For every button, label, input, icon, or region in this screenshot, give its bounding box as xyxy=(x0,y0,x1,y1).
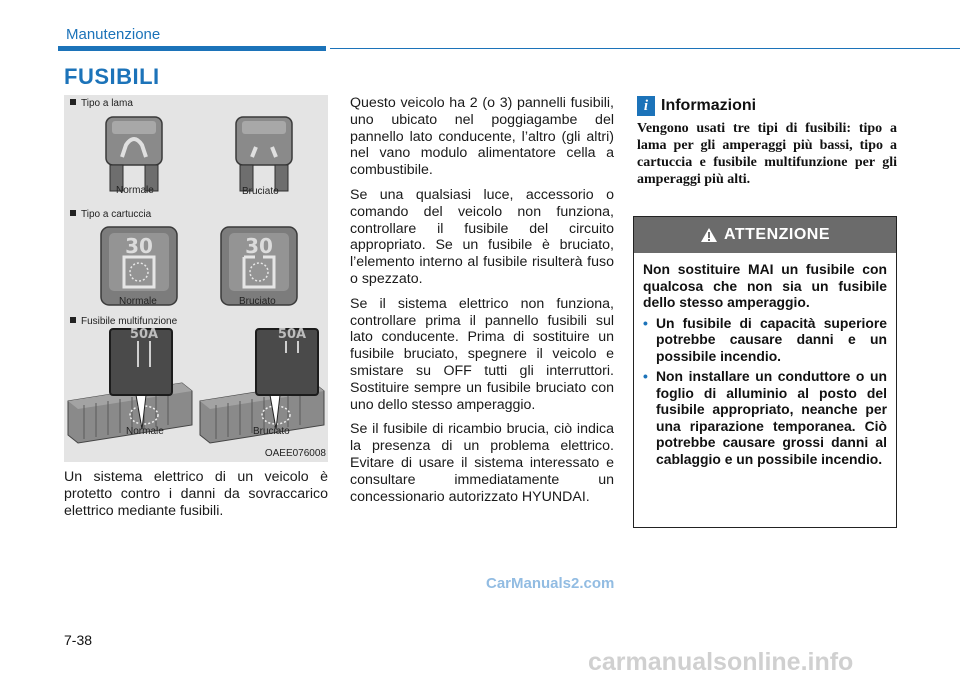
watermark-center: CarManuals2.com xyxy=(486,575,615,592)
blade-fuse-normal-drawing xyxy=(104,115,164,193)
cartridge-fuse-normal-label: Normale xyxy=(119,296,157,307)
procedure-paragraph: Se una qualsiasi luce, accessorio o comando del veicolo non funziona, controllare il fusibile del circuito appropriato. Se un fusibile è bruciato, l’elemento interno al fusibile risulterà fuso o spezzato. xyxy=(350,186,614,287)
cartridge-fuse-burnt-label: Bruciato xyxy=(239,296,276,307)
warning-bullet: • Non installare un conduttore o un foglio di alluminio al posto del fusibile appropriato, neanche per una riparazione temporanea. Ciò potrebbe causare grossi danni al cablaggio e un possibile incendio. xyxy=(643,368,887,467)
cartridge-burnt-rating: 30 xyxy=(245,234,273,258)
bullet-dot-icon: • xyxy=(643,368,648,384)
info-text: Vengono usati tre tipi di fusibili: tipo a lama per gli amperaggi più bassi, tipo a cartuccia e fusibile multifunzione per gli amperaggi più alti. xyxy=(637,121,897,187)
cartridge-fuse-normal-drawing xyxy=(99,225,179,307)
procedure-paragraph: Se il fusibile di ricambio brucia, ciò indica la presenza di un problema elettrico. Evitare di usare il sistema interessato e consultare immediatamente un concessionario autorizzato HYUNDAI. xyxy=(350,421,614,505)
blade-fuse-burnt-drawing xyxy=(234,115,294,193)
warning-box xyxy=(633,216,897,528)
blade-fuse-burnt-label: Bruciato xyxy=(242,186,279,197)
warning-list xyxy=(643,315,887,468)
warning-title: ATTENZIONE xyxy=(723,226,831,243)
cartridge-normal-rating: 30 xyxy=(125,234,153,258)
fuse-figure xyxy=(64,95,328,462)
page-number: 7-38 xyxy=(64,632,93,648)
figure-code: OAEE076008 xyxy=(264,448,326,459)
warning-triangle-icon xyxy=(700,227,718,243)
blade-fuse-normal-label: Normale xyxy=(116,185,154,196)
cartridge-fuse-caption: Tipo a cartuccia xyxy=(70,209,151,220)
intro-text: Un sistema elettrico di un veicolo è protetto contro i danni da sovraccarico elettrico mediante fusibili. xyxy=(64,469,328,519)
multi-fuse-normal-label: Normale xyxy=(126,426,164,437)
cartridge-fuse-burnt-drawing xyxy=(219,225,299,307)
multi-burnt-rating: 50A xyxy=(277,327,307,342)
info-heading xyxy=(637,95,756,117)
warning-header xyxy=(634,217,896,253)
info-title: Informazioni xyxy=(661,97,757,114)
info-icon: i xyxy=(637,96,655,116)
blade-fuse-caption: Tipo a lama xyxy=(70,98,133,109)
header-rule-thin xyxy=(330,48,960,49)
procedure-paragraph: Questo veicolo ha 2 (o 3) pannelli fusibili, uno ubicato nel poggiagambe del pannello lato conducente, l’altro (gli altri) nel vano modulo alimentatore cella a combustibile. xyxy=(350,95,614,179)
page-title: FUSIBILI xyxy=(64,64,160,89)
warning-bullet: • Un fusibile di capacità superiore potrebbe causare danni e un possibile incendio. xyxy=(643,314,887,364)
warning-intro: Non sostituire MAI un fusibile con qualcosa che non sia un fusibile dello stesso amperaggio. xyxy=(643,261,887,310)
multi-fuse-burnt-label: Bruciato xyxy=(253,426,290,437)
header-rule-thick xyxy=(58,46,326,51)
intro-paragraph xyxy=(64,469,328,527)
watermark-bottom: carmanualsonline.info xyxy=(588,648,854,676)
bullet-dot-icon: • xyxy=(643,314,648,331)
procedure-column xyxy=(350,95,614,513)
multi-fuse-caption: Fusibile multifunzione xyxy=(70,316,177,327)
multi-normal-rating: 50A xyxy=(129,327,159,342)
procedure-paragraph: Se il sistema elettrico non funziona, controllare prima il pannello fusibili sul lato conducente. Prima di sostituire un fusibile bruciato, spegnere il veicolo e smistare su OFF tutti gli interruttori. Sostituire sempre un fusibile bruciato con uno dello stesso amperaggio. xyxy=(350,295,614,413)
section-label: Manutenzione xyxy=(66,26,161,43)
warning-body xyxy=(634,253,896,467)
